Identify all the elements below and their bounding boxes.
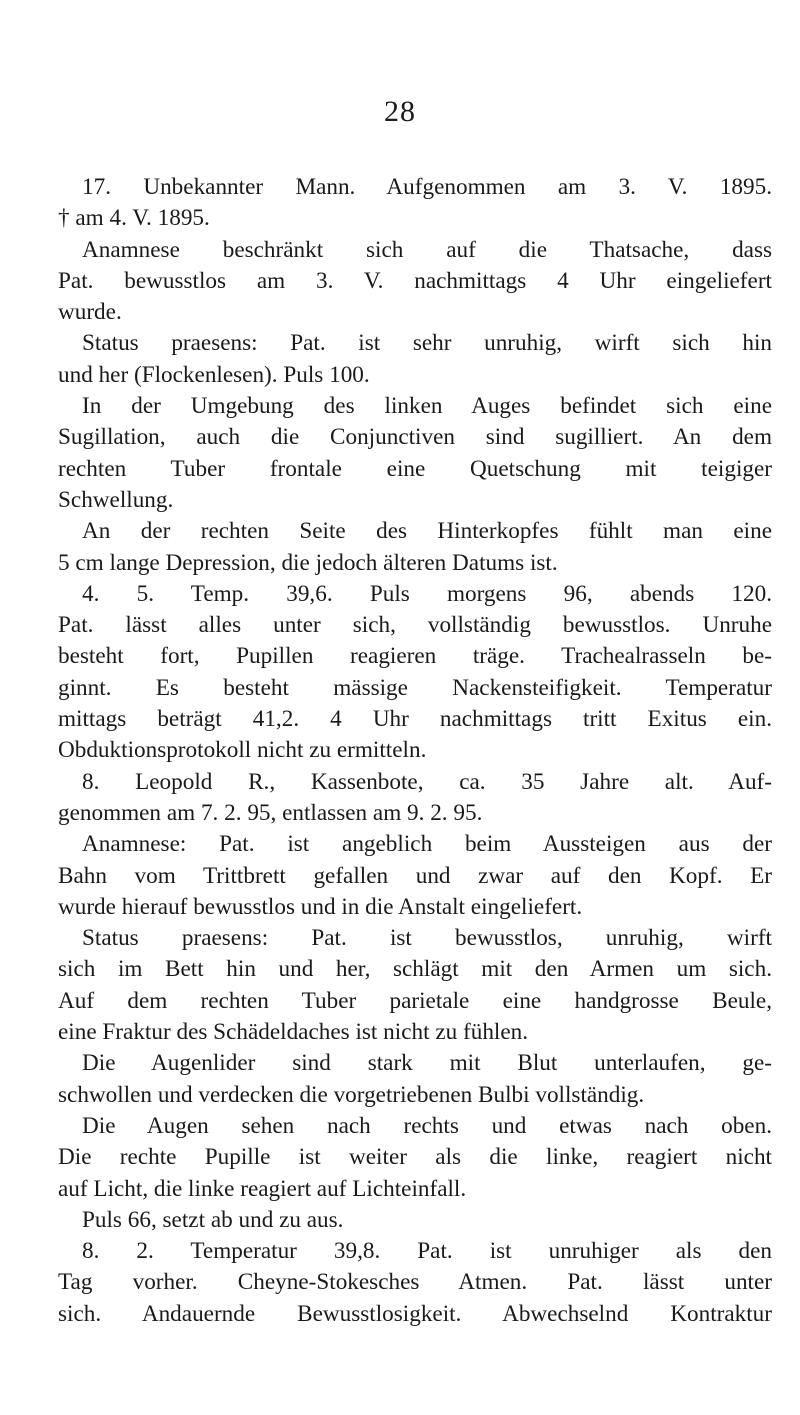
text-line: Pat. lässt alles unter sich, vollständig bewusstlos. Unruhe [58,612,772,639]
text-line: Obduktionsprotokoll nicht zu ermitteln. [58,737,427,764]
text-line: 5 cm lange Depression, die jedoch älteren Datums ist. [58,549,558,576]
text-line: eine Fraktur des Schädeldaches ist nicht zu fühlen. [58,1019,529,1046]
text-line: 8. 2. Temperatur 39,8. Pat. ist unruhiger als den [82,1238,772,1265]
text-line: mittags beträgt 41,2. 4 Uhr nachmittags tritt Exitus ein. [58,706,772,733]
text-line: Puls 66, setzt ab und zu aus. [82,1206,344,1233]
text-line: ginnt. Es besteht mässige Nackensteifigkeit. Temperatur [58,674,772,701]
text-line: Status praesens: Pat. ist bewusstlos, unruhig, wirft [82,925,772,952]
body-text [58,172,772,1330]
text-line: Sugillation, auch die Conjunctiven sind sugilliert. An dem [58,424,772,451]
text-line: An der rechten Seite des Hinterkopfes fühlt man eine [82,518,772,545]
text-line: Schwellung. [58,486,174,513]
text-line: besteht fort, Pupillen reagieren träge. Trachealrasseln be- [58,643,772,670]
text-line: Auf dem rechten Tuber parietale eine handgrosse Beule, [58,987,772,1014]
text-line: Status praesens: Pat. ist sehr unruhig, wirft sich hin [82,330,772,357]
text-line: genommen am 7. 2. 95, entlassen am 9. 2. 95. [58,799,483,826]
text-line: 4. 5. Temp. 39,6. Puls morgens 96, abends 120. [82,580,772,607]
text-line: Die rechte Pupille ist weiter als die linke, reagiert nicht [58,1144,772,1171]
text-line: 17. Unbekannter Mann. Aufgenommen am 3. V. 1895. [82,174,772,200]
text-line: sich. Andauernde Bewusstlosigkeit. Abwechselnd Kontraktur [58,1300,772,1327]
text-line: Tag vorher. Cheyne-Stokesches Atmen. Pat. lässt unter [58,1269,772,1296]
text-line: auf Licht, die linke reagiert auf Lichteinfall. [58,1175,467,1202]
text-line: Die Augenlider sind stark mit Blut unterlaufen, ge- [82,1050,772,1077]
text-line: schwollen und verdecken die vorgetriebenen Bulbi vollständig. [58,1081,645,1108]
text-line: In der Umgebung des linken Auges befindet sich eine [82,393,772,420]
text-line: Anamnese beschränkt sich auf die Thatsache, dass [82,236,772,263]
text-line: wurde. [58,299,122,326]
text-line: 8. Leopold R., Kassenbote, ca. 35 Jahre alt. Auf- [82,768,772,795]
text-line: wurde hierauf bewusstlos und in die Anstalt eingeliefert. [58,893,583,920]
page-number: 28 [384,95,416,128]
text-line: † am 4. V. 1895. [58,205,210,232]
text-line: Anamnese: Pat. ist angeblich beim Aussteigen aus der [82,831,772,858]
text-line: und her (Flockenlesen). Puls 100. [58,361,370,388]
text-line: Pat. bewusstlos am 3. V. nachmittags 4 Uhr eingeliefert [58,267,772,294]
text-line: Bahn vom Trittbrett gefallen und zwar auf den Kopf. Er [58,862,772,889]
text-line: sich im Bett hin und her, schlägt mit den Armen um sich. [58,956,772,983]
text-line: rechten Tuber frontale eine Quetschung mit teigiger [58,455,772,482]
text-line: Die Augen sehen nach rechts und etwas nach oben. [82,1112,772,1139]
